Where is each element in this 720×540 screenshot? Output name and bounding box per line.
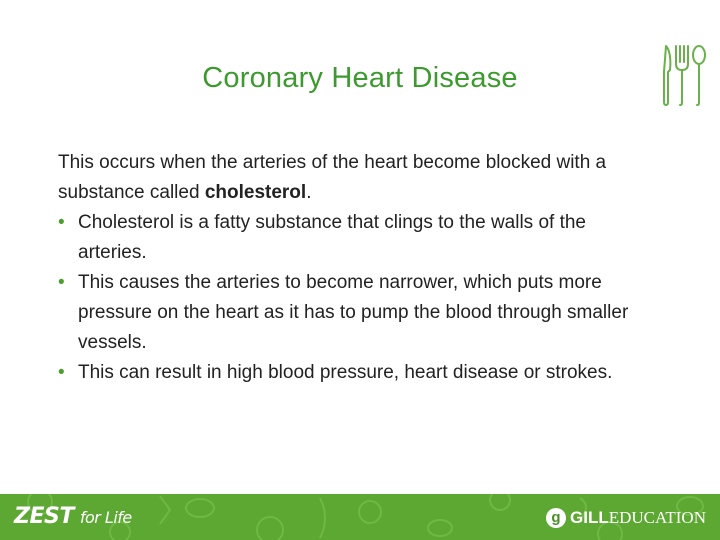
bullet-item bbox=[58, 268, 658, 358]
bullet-item bbox=[58, 358, 658, 388]
gill-education-logo bbox=[546, 508, 706, 530]
intro-paragraph bbox=[58, 148, 658, 208]
knife-fork-spoon-icon bbox=[660, 42, 708, 108]
bullet-list bbox=[58, 208, 658, 388]
intro-text: This occurs when the arteries of the heart become blocked with a substance called bbox=[58, 152, 607, 203]
zest-logo-sub: for Life bbox=[79, 508, 132, 527]
gill-logo-light: EDUCATION bbox=[608, 508, 706, 527]
slide-title: Coronary Heart Disease bbox=[202, 62, 518, 94]
bullet-dot: • bbox=[58, 272, 65, 293]
bullet-dot: • bbox=[58, 362, 65, 383]
gill-logo-bold: GILL bbox=[570, 508, 609, 527]
zest-for-life-logo bbox=[14, 504, 132, 529]
bullet-item bbox=[58, 208, 658, 268]
intro-end: . bbox=[306, 182, 312, 203]
footer-bar bbox=[0, 494, 720, 540]
intro-keyword: cholesterol bbox=[204, 182, 307, 203]
bullet-text: Cholesterol is a fatty substance that clings to the walls of the arteries. bbox=[78, 212, 586, 263]
gill-logo-mark: g bbox=[546, 508, 566, 528]
zest-logo-word: ZEST bbox=[14, 504, 74, 529]
bullet-text: This causes the arteries to become narrower, which puts more pressure on the heart as it has to pump the blood through smaller vessels. bbox=[78, 272, 629, 353]
bullet-dot: • bbox=[58, 212, 65, 233]
slide-body bbox=[58, 148, 658, 388]
bullet-text: This can result in high blood pressure, heart disease or strokes. bbox=[78, 362, 613, 383]
